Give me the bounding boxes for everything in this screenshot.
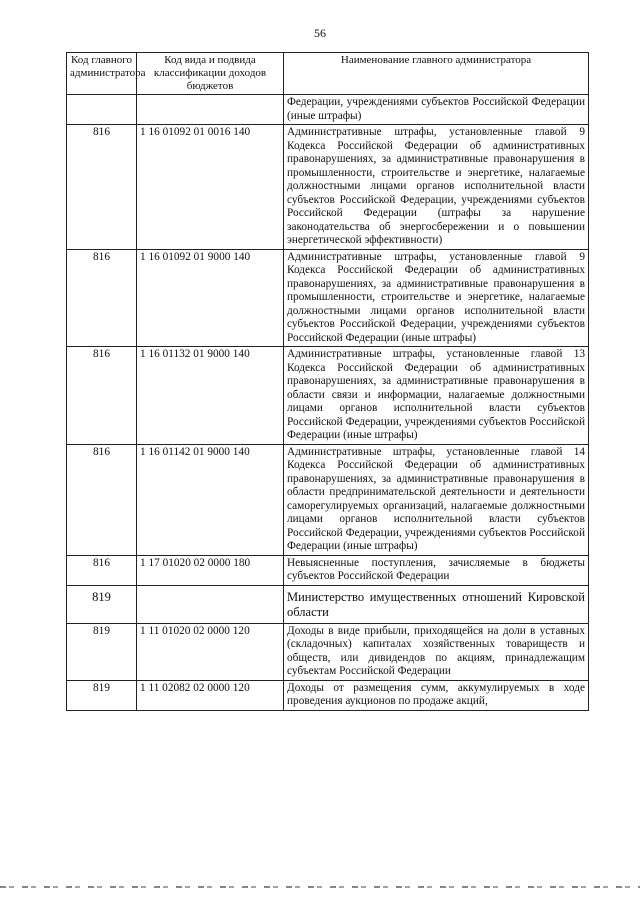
cell-admin-name: Федерации, учреждениями субъектов Российской Федерации (иные штрафы)	[284, 95, 589, 125]
table-row	[67, 125, 589, 250]
cell-admin-name: Административные штрафы, установленные главой 9 Кодекса Российской Федерации об административных правонарушениях, за административные правонарушения в промышленности, строительстве и энергетике, налагаемые должностными лицами органов исполнительной власти субъектов Российской Федерации, учреждениями субъектов Российской Федерации (иные штрафы)	[284, 249, 589, 347]
cell-class-code: 1 16 01092 01 0016 140	[137, 125, 284, 250]
cell-admin-name: Доходы от размещения сумм, аккумулируемых в ходе проведения аукционов по продаже акций,	[284, 680, 589, 710]
scan-artifact-line	[0, 886, 640, 888]
table-row	[67, 347, 589, 445]
header-class-code: Код вида и подвида классификации доходов бюджетов	[137, 53, 284, 95]
cell-admin-code: 816	[67, 249, 137, 347]
header-admin-name: Наименование главного администратора	[284, 53, 589, 95]
cell-class-code: 1 16 01142 01 9000 140	[137, 444, 284, 555]
table-row	[67, 585, 589, 623]
cell-class-code: 1 11 01020 02 0000 120	[137, 623, 284, 680]
table-header-row	[67, 53, 589, 95]
cell-admin-code: 816	[67, 444, 137, 555]
table-body	[67, 95, 589, 711]
cell-admin-name: Административные штрафы, установленные главой 13 Кодекса Российской Федерации об административных правонарушениях, за административные правонарушения в области связи и информации, налагаемые должностными лицами органов исполнительной власти субъектов Российской Федерации, учреждениями субъектов Российской Федерации (иные штрафы)	[284, 347, 589, 445]
cell-class-code	[137, 585, 284, 623]
cell-admin-code: 819	[67, 585, 137, 623]
cell-admin-code: 816	[67, 555, 137, 585]
table-row	[67, 95, 589, 125]
cell-class-code: 1 11 02082 02 0000 120	[137, 680, 284, 710]
cell-admin-name: Министерство имущественных отношений Кировской области	[284, 585, 589, 623]
cell-admin-name: Административные штрафы, установленные главой 14 Кодекса Российской Федерации об административных правонарушениях, за административные правонарушения в области предпринимательской деятельности и деятельности саморегулируемых организаций, налагаемые должностными лицами органов исполнительной власти субъектов Российской Федерации, учреждениями субъектов Российской Федерации (иные штрафы)	[284, 444, 589, 555]
header-admin-code: Код главного администратора	[67, 53, 137, 95]
cell-admin-name: Административные штрафы, установленные главой 9 Кодекса Российской Федерации об административных правонарушениях, за административные правонарушения в промышленности, строительстве и энергетике, налагаемые должностными лицами органов исполнительной власти субъектов Российской Федерации, учреждениями субъектов Российской Федерации (штрафы за нарушение законодательства об энергосбережении и о повышении энергетической эффективности)	[284, 125, 589, 250]
cell-admin-code: 816	[67, 125, 137, 250]
cell-admin-name: Доходы в виде прибыли, приходящейся на доли в уставных (складочных) капиталах хозяйственных товариществ и обществ, или дивидендов по акциям, принадлежащим субъектам Российской Федерации	[284, 623, 589, 680]
table-row	[67, 249, 589, 347]
cell-admin-code: 819	[67, 623, 137, 680]
cell-class-code: 1 17 01020 02 0000 180	[137, 555, 284, 585]
page-number: 56	[314, 26, 326, 40]
cell-admin-code: 816	[67, 347, 137, 445]
cell-admin-code: 819	[67, 680, 137, 710]
cell-admin-name: Невыясненные поступления, зачисляемые в бюджеты субъектов Российской Федерации	[284, 555, 589, 585]
cell-class-code: 1 16 01092 01 9000 140	[137, 249, 284, 347]
revenue-administrators-table	[66, 52, 589, 711]
cell-admin-code	[67, 95, 137, 125]
table-row	[67, 680, 589, 710]
cell-class-code: 1 16 01132 01 9000 140	[137, 347, 284, 445]
table-row	[67, 555, 589, 585]
cell-class-code	[137, 95, 284, 125]
table-row	[67, 444, 589, 555]
table-row	[67, 623, 589, 680]
